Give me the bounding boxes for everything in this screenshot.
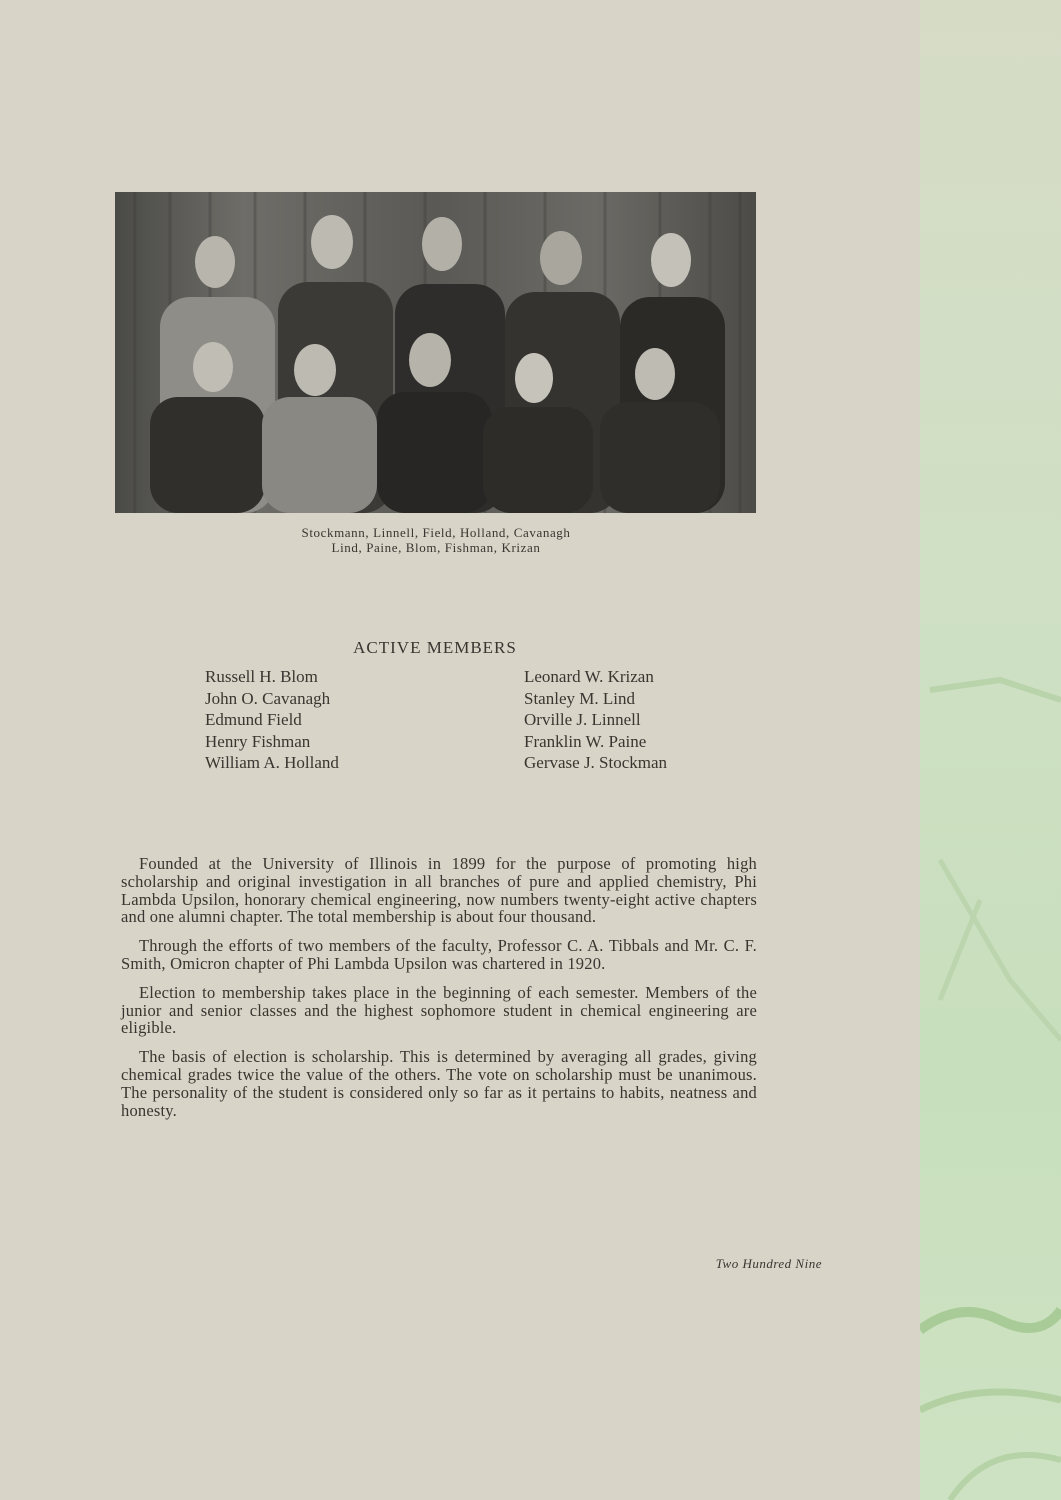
member-name: Gervase J. Stockman: [524, 753, 668, 773]
member-name: Edmund Field: [205, 710, 302, 730]
members-list-left: [205, 666, 339, 774]
caption-line-front-row: Lind, Paine, Blom, Fishman, Krizan: [331, 540, 541, 555]
paragraph-chapter-history: Through the efforts of two members of the faculty, Professor C. A. Tibbals and Mr. C. F. Smith, Omicron chapter of Phi Lambda Upsilon was chartered in 1920.: [121, 936, 757, 973]
paragraph-founding: Founded at the University of Illinois in 1899 for the purpose of promoting high scholarship and original investigation in all branches of pure and applied chemistry, Phi Lambda Upsilon, honorary chemical engineering, now numbers twenty-eight active chapters and one alumni chapter. The total membership is about four thousand.: [121, 854, 757, 927]
photo-caption: [236, 525, 636, 555]
member-name: Henry Fishman: [205, 731, 311, 751]
decorative-margin-strip: [920, 0, 1061, 1500]
caption-line-back-row: Stockmann, Linnell, Field, Holland, Cavanagh: [301, 525, 571, 540]
member-name: John O. Cavanagh: [205, 688, 331, 708]
page-number: Two Hundred Nine: [715, 1256, 822, 1271]
members-list-right: [524, 666, 667, 774]
paragraph-election: Election to membership takes place in the beginning of each semester. Members of the junior and senior classes and the highest sophomore student in chemical engineering are eligible.: [121, 982, 757, 1038]
section-title: ACTIVE MEMBERS: [353, 638, 517, 657]
member-name: Leonard W. Krizan: [524, 667, 654, 686]
member-name: Franklin W. Paine: [524, 731, 647, 751]
member-name: Stanley M. Lind: [524, 688, 635, 708]
body-text: [121, 855, 757, 1130]
paragraph-scholarship: The basis of election is scholarship. This is determined by averaging all grades, giving chemical grades twice the value of the others. The vote on scholarship must be unanimous. The personality of the student is considered only so far as it pertains to habits, neatness and honesty.: [121, 1047, 757, 1120]
member-name: Russell H. Blom: [205, 667, 318, 686]
group-photograph: [115, 192, 756, 513]
member-name: Orville J. Linnell: [524, 710, 641, 730]
member-name: William A. Holland: [205, 753, 339, 773]
